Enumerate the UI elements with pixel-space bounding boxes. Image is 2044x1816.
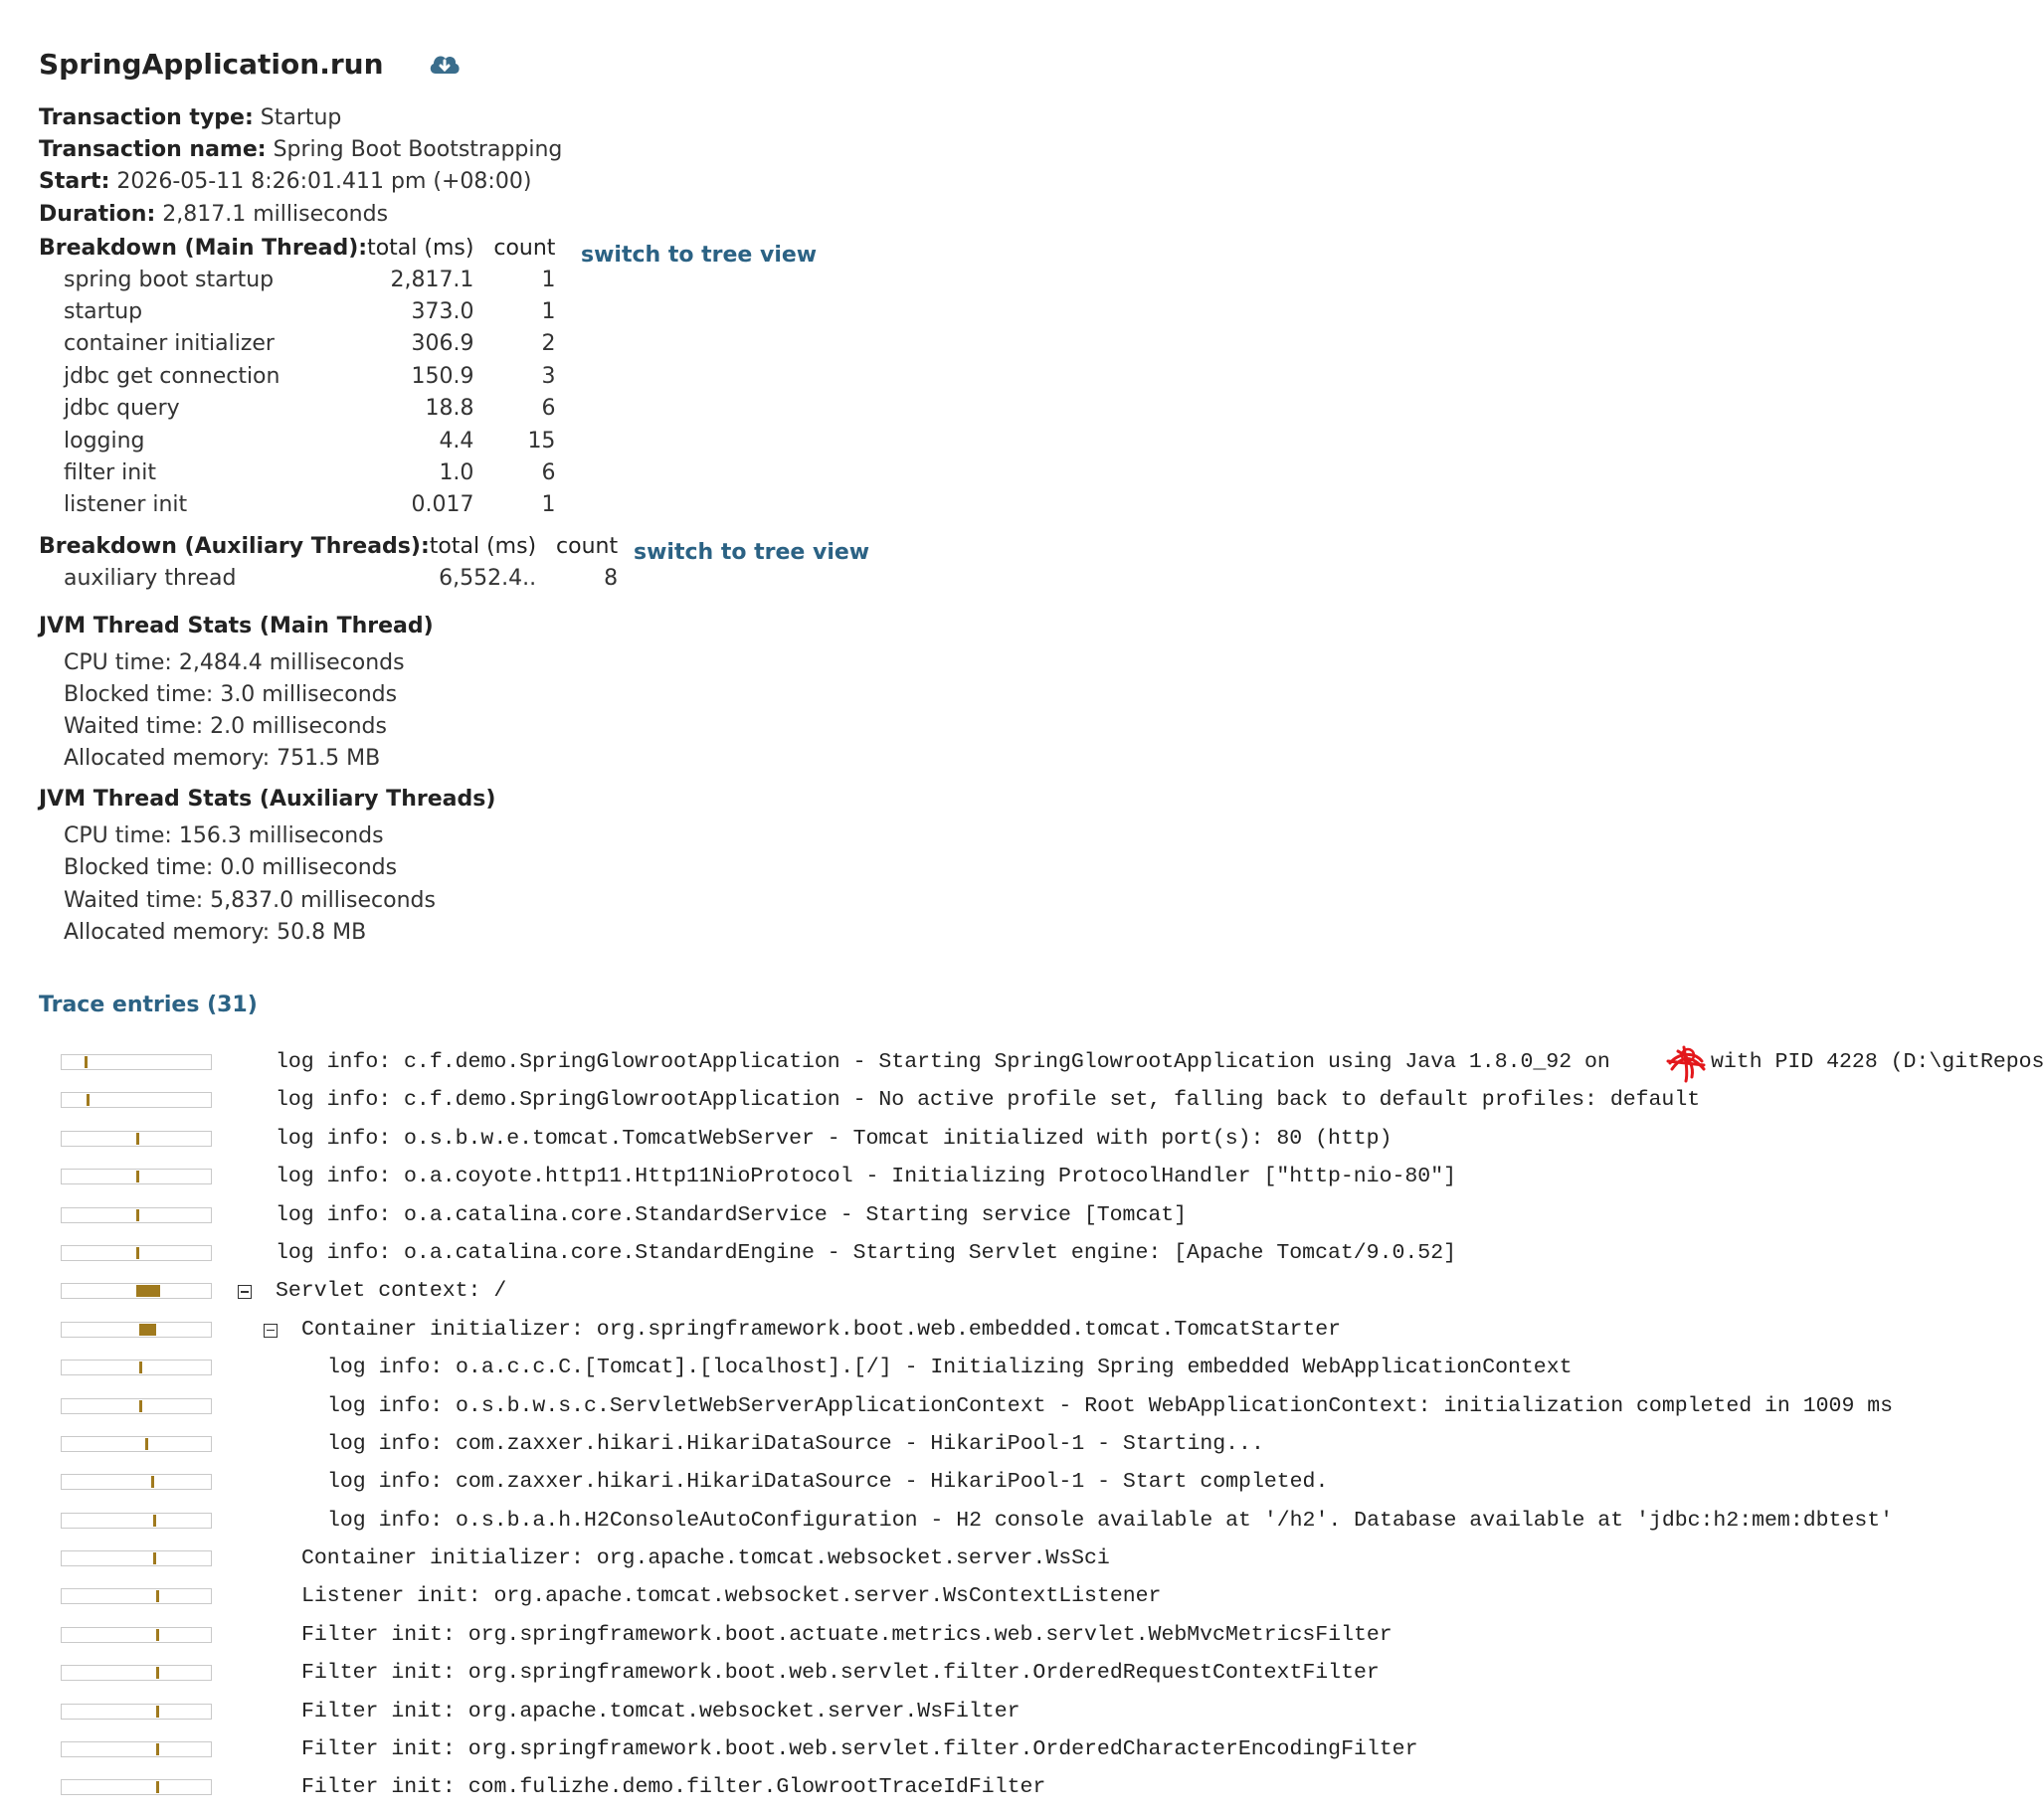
breakdown-count: 6 bbox=[541, 396, 556, 422]
breakdown-main-row bbox=[39, 295, 555, 327]
trace-entry[interactable] bbox=[39, 1579, 1998, 1617]
page-title: SpringApplication.run bbox=[39, 48, 384, 81]
timeline-bar-fill bbox=[139, 1362, 142, 1373]
breakdown-main-row bbox=[39, 360, 555, 392]
page-header bbox=[39, 48, 462, 81]
breakdown-aux-table bbox=[39, 530, 618, 594]
trace-entry-text: Listener init: org.apache.tomcat.websocket.server.WsContextListener bbox=[301, 1584, 1162, 1609]
breakdown-count: 2 bbox=[541, 331, 556, 357]
breakdown-total: 0.017 bbox=[411, 492, 474, 518]
transaction-type: Transaction type: Startup bbox=[39, 105, 342, 130]
timeline-bar bbox=[61, 1131, 212, 1147]
jvm-main-blocked: Blocked time: 3.0 milliseconds bbox=[64, 682, 398, 707]
breakdown-aux-heading: Breakdown (Auxiliary Threads): bbox=[39, 533, 430, 559]
timeline-bar bbox=[61, 1169, 212, 1184]
trace-entry[interactable] bbox=[39, 1160, 1998, 1197]
trace-entry-text: Filter init: com.fulizhe.demo.filter.GlowrootTraceIdFilter bbox=[301, 1775, 1046, 1800]
breakdown-aux-row bbox=[39, 562, 618, 594]
timeline-bar bbox=[61, 1207, 212, 1223]
breakdown-main-row bbox=[39, 264, 555, 295]
breakdown-count: 1 bbox=[541, 492, 556, 518]
col-count: count bbox=[556, 533, 619, 559]
jvm-aux-cpu: CPU time: 156.3 milliseconds bbox=[64, 823, 384, 848]
trace-entry-text: log info: com.zaxxer.hikari.HikariDataSource - HikariPool-1 - Start completed. bbox=[327, 1470, 1329, 1495]
trace-entry-text: log info: o.a.c.c.C.[Tomcat].[localhost].[/] - Initializing Spring embedded WebApplicationContext bbox=[327, 1356, 1573, 1380]
timeline-bar bbox=[61, 1398, 212, 1414]
transaction-duration: Duration: 2,817.1 milliseconds bbox=[39, 202, 389, 227]
cloud-download-icon[interactable] bbox=[428, 50, 462, 80]
breakdown-main-row bbox=[39, 393, 555, 425]
timeline-bar-fill bbox=[153, 1552, 156, 1564]
trace-entry[interactable] bbox=[39, 1542, 1998, 1579]
breakdown-count: 1 bbox=[541, 299, 556, 325]
trace-entry[interactable] bbox=[39, 1427, 1998, 1465]
breakdown-name: startup bbox=[64, 299, 143, 325]
timeline-bar-fill bbox=[87, 1094, 90, 1106]
breakdown-total: 2,817.1 bbox=[390, 267, 474, 292]
timeline-bar-fill bbox=[139, 1400, 142, 1412]
jvm-aux-heading: JVM Thread Stats (Auxiliary Threads) bbox=[39, 787, 496, 812]
breakdown-name: jdbc query bbox=[64, 396, 180, 422]
trace-entry-text: Container initializer: org.springframework.boot.web.embedded.tomcat.TomcatStarter bbox=[301, 1317, 1342, 1342]
timeline-bar bbox=[61, 1779, 212, 1795]
transaction-name: Transaction name: Spring Boot Bootstrapping bbox=[39, 137, 563, 162]
trace-entry[interactable] bbox=[39, 1351, 1998, 1388]
timeline-bar bbox=[61, 1550, 212, 1566]
timeline-bar bbox=[61, 1436, 212, 1452]
timeline-bar bbox=[61, 1627, 212, 1643]
trace-entry[interactable] bbox=[39, 1656, 1998, 1694]
breakdown-name: auxiliary thread bbox=[64, 565, 237, 591]
trace-entry[interactable] bbox=[39, 1198, 1998, 1236]
switch-to-tree-view-aux[interactable]: switch to tree view bbox=[634, 540, 870, 565]
timeline-bar-fill bbox=[153, 1515, 156, 1527]
trace-entry-text: log info: o.a.coyote.http11.Http11NioProtocol - Initializing ProtocolHandler ["http-nio-80"] bbox=[276, 1165, 1456, 1189]
timeline-bar bbox=[61, 1245, 212, 1261]
trace-entry-text: log info: o.s.b.a.h.H2ConsoleAutoConfiguration - H2 console available at '/h2'. Database available at 'jdbc:h2:mem:dbtest' bbox=[327, 1508, 1894, 1533]
trace-entry-text: log info: com.zaxxer.hikari.HikariDataSource - HikariPool-1 - Starting... bbox=[327, 1431, 1264, 1456]
trace-entry[interactable] bbox=[39, 1389, 1998, 1427]
trace-entry-text: log info: o.a.catalina.core.StandardEngine - Starting Servlet engine: [Apache Tomcat/9.0.52] bbox=[276, 1240, 1456, 1265]
col-count: count bbox=[493, 235, 556, 261]
breakdown-total: 306.9 bbox=[411, 331, 474, 357]
trace-entry[interactable] bbox=[39, 1083, 1998, 1121]
timeline-bar-fill bbox=[136, 1209, 139, 1221]
trace-entry-text: log info: o.s.b.w.s.c.ServletWebServerApplicationContext - Root WebApplicationContext: initialization completed in 1009 ms bbox=[327, 1393, 1894, 1418]
trace-entry[interactable] bbox=[39, 1504, 1998, 1542]
breakdown-total: 373.0 bbox=[411, 299, 474, 325]
trace-entry-text: Filter init: org.apache.tomcat.websocket.server.WsFilter bbox=[301, 1699, 1021, 1724]
timeline-bar bbox=[61, 1322, 212, 1338]
breakdown-main-row bbox=[39, 456, 555, 488]
breakdown-main-table bbox=[39, 232, 555, 521]
trace-entry[interactable] bbox=[39, 1618, 1998, 1656]
breakdown-main-row bbox=[39, 489, 555, 521]
breakdown-name: container initializer bbox=[64, 331, 275, 357]
trace-entry[interactable] bbox=[39, 1122, 1998, 1160]
trace-entry-text: Container initializer: org.apache.tomcat.websocket.server.WsSci bbox=[301, 1546, 1110, 1571]
breakdown-name: listener init bbox=[64, 492, 188, 518]
timeline-bar-fill bbox=[136, 1247, 139, 1259]
trace-entry[interactable] bbox=[39, 1770, 1998, 1808]
timeline-bar-fill bbox=[156, 1590, 159, 1602]
timeline-bar-fill bbox=[156, 1667, 159, 1679]
timeline-bar bbox=[61, 1283, 212, 1299]
timeline-bar bbox=[61, 1092, 212, 1108]
timeline-bar-fill bbox=[156, 1743, 159, 1755]
breakdown-main-row bbox=[39, 328, 555, 360]
trace-entry-text: log info: c.f.demo.SpringGlowrootApplication - No active profile set, falling back to default profiles: default bbox=[276, 1088, 1701, 1113]
timeline-bar-fill bbox=[156, 1781, 159, 1793]
trace-entry-text: log info: o.a.catalina.core.StandardService - Starting service [Tomcat] bbox=[276, 1202, 1188, 1227]
breakdown-main-row bbox=[39, 425, 555, 456]
trace-entry[interactable] bbox=[39, 1465, 1998, 1503]
breakdown-name: filter init bbox=[64, 460, 156, 486]
trace-entry[interactable] bbox=[39, 1313, 1998, 1351]
timeline-bar-fill bbox=[156, 1706, 159, 1718]
jvm-aux-blocked: Blocked time: 0.0 milliseconds bbox=[64, 855, 398, 880]
breakdown-total: 18.8 bbox=[425, 396, 474, 422]
timeline-bar bbox=[61, 1360, 212, 1375]
timeline-bar-fill bbox=[136, 1285, 160, 1297]
jvm-aux-waited: Waited time: 5,837.0 milliseconds bbox=[64, 888, 436, 913]
collapse-toggle-icon[interactable] bbox=[264, 1324, 278, 1338]
breakdown-name: jdbc get connection bbox=[64, 363, 280, 389]
breakdown-count: 3 bbox=[541, 363, 556, 389]
timeline-bar bbox=[61, 1704, 212, 1720]
timeline-bar-fill bbox=[139, 1324, 156, 1336]
breakdown-total: 1.0 bbox=[439, 460, 474, 486]
trace-entries-list bbox=[39, 1045, 2044, 1809]
trace-entry-text: Filter init: org.springframework.boot.web.servlet.filter.OrderedRequestContextFilter bbox=[301, 1661, 1380, 1686]
breakdown-main-heading: Breakdown (Main Thread): bbox=[39, 235, 368, 261]
timeline-bar bbox=[61, 1474, 212, 1490]
transaction-start: Start: 2026-05-11 8:26:01.411 pm (+08:00) bbox=[39, 169, 532, 194]
trace-entry[interactable] bbox=[39, 1236, 1998, 1274]
timeline-bar bbox=[61, 1513, 212, 1529]
timeline-bar bbox=[61, 1588, 212, 1604]
trace-entry[interactable] bbox=[39, 1732, 1998, 1770]
breakdown-total: 6,552.4.. bbox=[439, 565, 537, 591]
trace-entry-text: Servlet context: / bbox=[276, 1279, 507, 1304]
col-total: total (ms) bbox=[429, 533, 537, 559]
col-total: total (ms) bbox=[367, 235, 474, 261]
breakdown-count: 8 bbox=[604, 565, 619, 591]
timeline-bar bbox=[61, 1665, 212, 1681]
timeline-bar-fill bbox=[85, 1056, 88, 1068]
breakdown-count: 1 bbox=[541, 267, 556, 292]
trace-entry-text: Filter init: org.springframework.boot.actuate.metrics.web.servlet.WebMvcMetricsFilter bbox=[301, 1622, 1393, 1647]
trace-entry-text-continued: with PID 4228 (D:\gitRepos bbox=[1711, 1050, 2044, 1074]
breakdown-count: 15 bbox=[527, 428, 556, 454]
timeline-bar bbox=[61, 1054, 212, 1070]
jvm-aux-allocated: Allocated memory: 50.8 MB bbox=[64, 920, 367, 945]
jvm-main-heading: JVM Thread Stats (Main Thread) bbox=[39, 614, 434, 638]
trace-entry[interactable] bbox=[39, 1274, 1998, 1312]
trace-entry-text: log info: o.s.b.w.e.tomcat.TomcatWebServer - Tomcat initialized with port(s): 80 (http) bbox=[276, 1126, 1393, 1151]
timeline-bar-fill bbox=[145, 1438, 148, 1450]
breakdown-count: 6 bbox=[541, 460, 556, 486]
timeline-bar bbox=[61, 1741, 212, 1757]
breakdown-total: 4.4 bbox=[439, 428, 474, 454]
breakdown-total: 150.9 bbox=[411, 363, 474, 389]
trace-entry[interactable] bbox=[39, 1695, 1998, 1732]
breakdown-name: spring boot startup bbox=[64, 267, 275, 292]
timeline-bar-fill bbox=[156, 1629, 159, 1641]
trace-entry-text: log info: c.f.demo.SpringGlowrootApplication - Starting SpringGlowrootApplication using Java 1.8.0_92 on bbox=[276, 1050, 1610, 1074]
switch-to-tree-view-main[interactable]: switch to tree view bbox=[581, 243, 818, 268]
jvm-main-waited: Waited time: 2.0 milliseconds bbox=[64, 714, 387, 739]
collapse-toggle-icon[interactable] bbox=[238, 1285, 252, 1299]
timeline-bar-fill bbox=[136, 1171, 139, 1182]
redaction-scribble-icon bbox=[1664, 1043, 1708, 1083]
trace-entry-text: Filter init: org.springframework.boot.web.servlet.filter.OrderedCharacterEncodingFilter bbox=[301, 1737, 1418, 1762]
trace-entry[interactable] bbox=[39, 1045, 2044, 1083]
jvm-main-allocated: Allocated memory: 751.5 MB bbox=[64, 746, 381, 771]
timeline-bar-fill bbox=[136, 1133, 139, 1145]
trace-entries-toggle[interactable]: Trace entries (31) bbox=[39, 993, 258, 1017]
breakdown-name: logging bbox=[64, 428, 145, 454]
jvm-main-cpu: CPU time: 2,484.4 milliseconds bbox=[64, 650, 405, 675]
timeline-bar-fill bbox=[151, 1476, 154, 1488]
